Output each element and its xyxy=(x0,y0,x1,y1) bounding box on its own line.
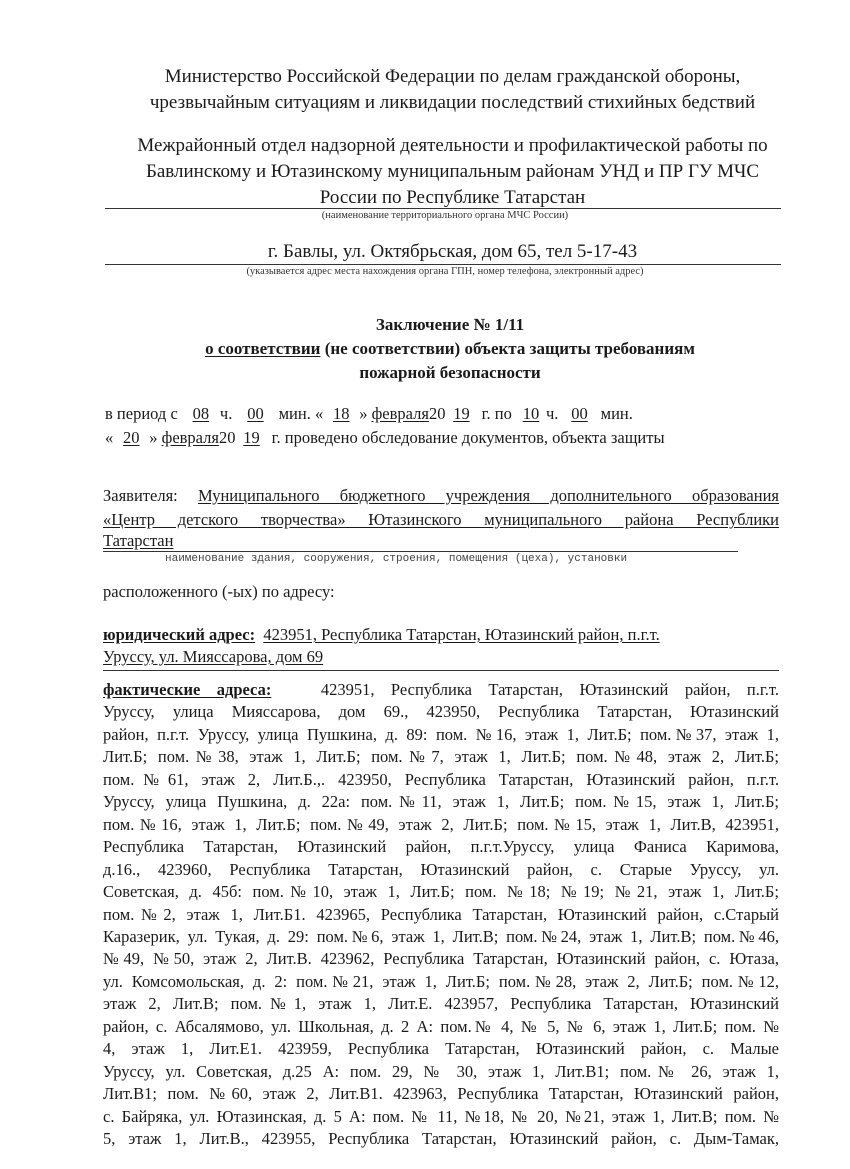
title-selected-option: о соответствии xyxy=(205,339,321,358)
department-line: Межрайонный отдел надзорной деятельности и профилактической работы по xyxy=(137,135,768,156)
hour-label: ч. xyxy=(545,404,559,423)
actual-address-line: Уруссу, ул. Советская, д.25 А: пом. 29, № 30, этаж 1, Лит.В1; пом.№ 26, этаж 1, xyxy=(103,1061,779,1081)
year-label: г. xyxy=(271,428,281,447)
minute-label: мин. xyxy=(600,404,633,423)
end-day: 20 xyxy=(123,428,140,447)
located-at-label: расположенного (-ых) по адресу: xyxy=(103,582,335,601)
end-year: 19 xyxy=(243,428,260,447)
actual-address-line: Лит.В1; пом. №60, этаж 2, Лит.В1. 423963, Республика Татарстан, Ютазинский район, xyxy=(103,1084,779,1104)
applicant-line xyxy=(103,486,779,506)
end-month: февраля xyxy=(161,428,219,447)
actual-address-line: пом.№61, этаж 2, Лит.Б.,. 423950, Республика Татарстан, Ютазинский район, п.г.т. xyxy=(103,769,779,789)
actual-address-line: Республика Татарстан, Ютазинский район, п.г.т.Уруссу, улица Фаниса Каримова, xyxy=(103,837,779,857)
actual-address-text: 423951, Республика Татарстан, Ютазинский район, п.г.т. xyxy=(320,680,780,699)
actual-address-line: №49, №50, этаж 2, Лит.В. 423962, Республика Татарстан, Ютазинский район, с. Ютаза, xyxy=(103,949,779,969)
start-hour: 08 xyxy=(192,404,210,423)
hour-label: ч. xyxy=(219,404,233,423)
actual-address-line: район, п.г.т. Уруссу, улица Пушкина, д. 89: пом. №16, этаж 1, Лит.Б; пом.№37, этаж 1, xyxy=(103,724,779,744)
period-suffix: проведено обследование документов, объекта защиты xyxy=(284,428,665,447)
department-line: Бавлинскому и Ютазинскому муниципальным районам УНД и ПР ГУ МЧС xyxy=(145,161,760,182)
actual-address-line: Советская, д. 45б: пом.№10, этаж 1, Лит.Б; пом. №18; №19; №21, этаж 1, Лит.Б; xyxy=(103,882,779,902)
actual-address-line xyxy=(103,680,779,700)
address-caption: (указывается адрес места нахождения органа ГПН, номер телефона, электронный адрес) xyxy=(246,266,644,277)
title-number: Заключение № 1/11 xyxy=(375,315,525,334)
actual-address-line: пом.№2, этаж 1, Лит.Б1. 423965, Республика Татарстан, Ютазинский район, с.Старый xyxy=(103,904,779,924)
actual-address-line: Каразерик, ул. Тукая, д. 29: пом.№6, этаж 1, Лит.В; пом.№24, этаж 1, Лит.В; пом.№46, xyxy=(103,926,779,946)
divider xyxy=(103,670,779,671)
legal-address-line: Уруссу, ул. Мияссарова, дом 69 xyxy=(103,647,324,666)
actual-address-line: Уруссу, улица Пушкина, д. 22а: пом.№11, этаж 1, Лит.Б; пом.№15, этаж 1, Лит.Б; xyxy=(103,792,779,812)
minute-label: мин. xyxy=(278,404,311,423)
title-rest: (не соответствии) объекта защиты требованиям xyxy=(320,339,695,358)
title-line: пожарной безопасности xyxy=(359,363,541,382)
department-caption: (наименование территориального органа МЧС России) xyxy=(321,210,569,221)
actual-address-line: ул. Комсомольская, д. 2: пом.№21, этаж 1, Лит.Б; пом.№28, этаж 2, Лит.Б; пом.№12, xyxy=(103,971,779,991)
legal-address-value: 423951, Республика Татарстан, Ютазинский район, п.г.т. xyxy=(263,625,660,644)
applicant-name: Муниципального бюджетного учреждения дополнительного образования xyxy=(197,486,779,505)
title-subject xyxy=(100,337,800,361)
end-minute: 00 xyxy=(571,404,588,423)
start-year: 19 xyxy=(453,404,470,423)
applicant-caption: наименование здания, сооружения, строения, помещения (цеха), установки xyxy=(165,553,628,565)
start-month: февраля xyxy=(371,404,429,423)
inspection-period xyxy=(105,402,785,450)
authority-address: г. Бавлы, ул. Октябрьская, дом 65, тел 5-17-43 xyxy=(267,241,638,262)
period-line-2: « 20 » февраля20 19 г. проведено обследование документов, объекта защиты xyxy=(105,426,785,450)
actual-address-line: с. Байряка, ул. Ютазинская, д. 5 А: пом. № 11, №18, № 20, №21, этаж 1, Лит.В; пом. № xyxy=(103,1106,779,1126)
department-name xyxy=(100,133,805,211)
ministry-name xyxy=(100,64,805,116)
year-prefix: 20 xyxy=(218,428,236,447)
actual-address-line: Лит.Б; пом.№38, этаж 1, Лит.Б; пом.№7, этаж 1, Лит.Б; пом.№48, этаж 2, Лит.Б; xyxy=(103,747,779,767)
actual-addresses-label: фактические адреса: xyxy=(103,680,272,699)
applicant-label: Заявителя: xyxy=(103,486,178,505)
ministry-line: чрезвычайным ситуациям и ликвидации последствий стихийных бедствий xyxy=(149,92,756,113)
actual-address-line: 5, этаж 1, Лит.В., 423955, Республика Татарстан, Ютазинский район, с. Дым-Тамак, xyxy=(103,1129,779,1148)
department-line: России по Республике Татарстан xyxy=(319,187,586,208)
applicant-line: Татарстан xyxy=(103,531,174,550)
actual-address-line: этаж 2, Лит.В; пом.№1, этаж 1, Лит.Е. 423957, Республика Татарстан, Ютазинский xyxy=(103,994,779,1014)
start-day: 18 xyxy=(332,404,350,423)
period-line-1: в период с 08 ч. 00 мин. « 18 » февраля20 19 г. по 10 ч. 00 мин. xyxy=(105,402,785,426)
actual-address-line: Уруссу, улица Мияссарова, дом 69., 423950, Республика Татарстан, Ютазинский xyxy=(103,702,779,722)
year-label: г. xyxy=(481,404,491,423)
actual-address-line: 4, этаж 1, Лит.Е1. 423959, Республика Татарстан, Ютазинский район, с. Малые xyxy=(103,1039,779,1059)
year-prefix: 20 xyxy=(428,404,446,423)
end-hour: 10 xyxy=(522,404,540,423)
period-to: по xyxy=(494,404,512,423)
applicant-line: «Центр детского творчества» Ютазинского муниципального района Республики xyxy=(103,510,779,529)
legal-address-label: юридический адрес: xyxy=(103,625,256,644)
actual-address-line: д.16., 423960, Республика Татарстан, Ютазинский район, с. Старые Уруссу, ул. xyxy=(103,859,779,879)
actual-address-line: район, с. Абсалямово, ул. Школьная, д. 2 А: пом.№ 4, № 5, № 6, этаж 1, Лит.Б; пом. № xyxy=(103,1016,779,1036)
legal-address-line xyxy=(103,625,660,645)
start-minute: 00 xyxy=(247,404,264,423)
period-prefix: в период с xyxy=(105,404,178,423)
conclusion-title xyxy=(100,313,800,385)
actual-address-line: пом.№16, этаж 1, Лит.Б; пом.№49, этаж 2, Лит.Б; пом.№15, этаж 1, Лит.В, 423951, xyxy=(103,814,779,834)
ministry-line: Министерство Российской Федерации по делам гражданской обороны, xyxy=(164,66,741,87)
